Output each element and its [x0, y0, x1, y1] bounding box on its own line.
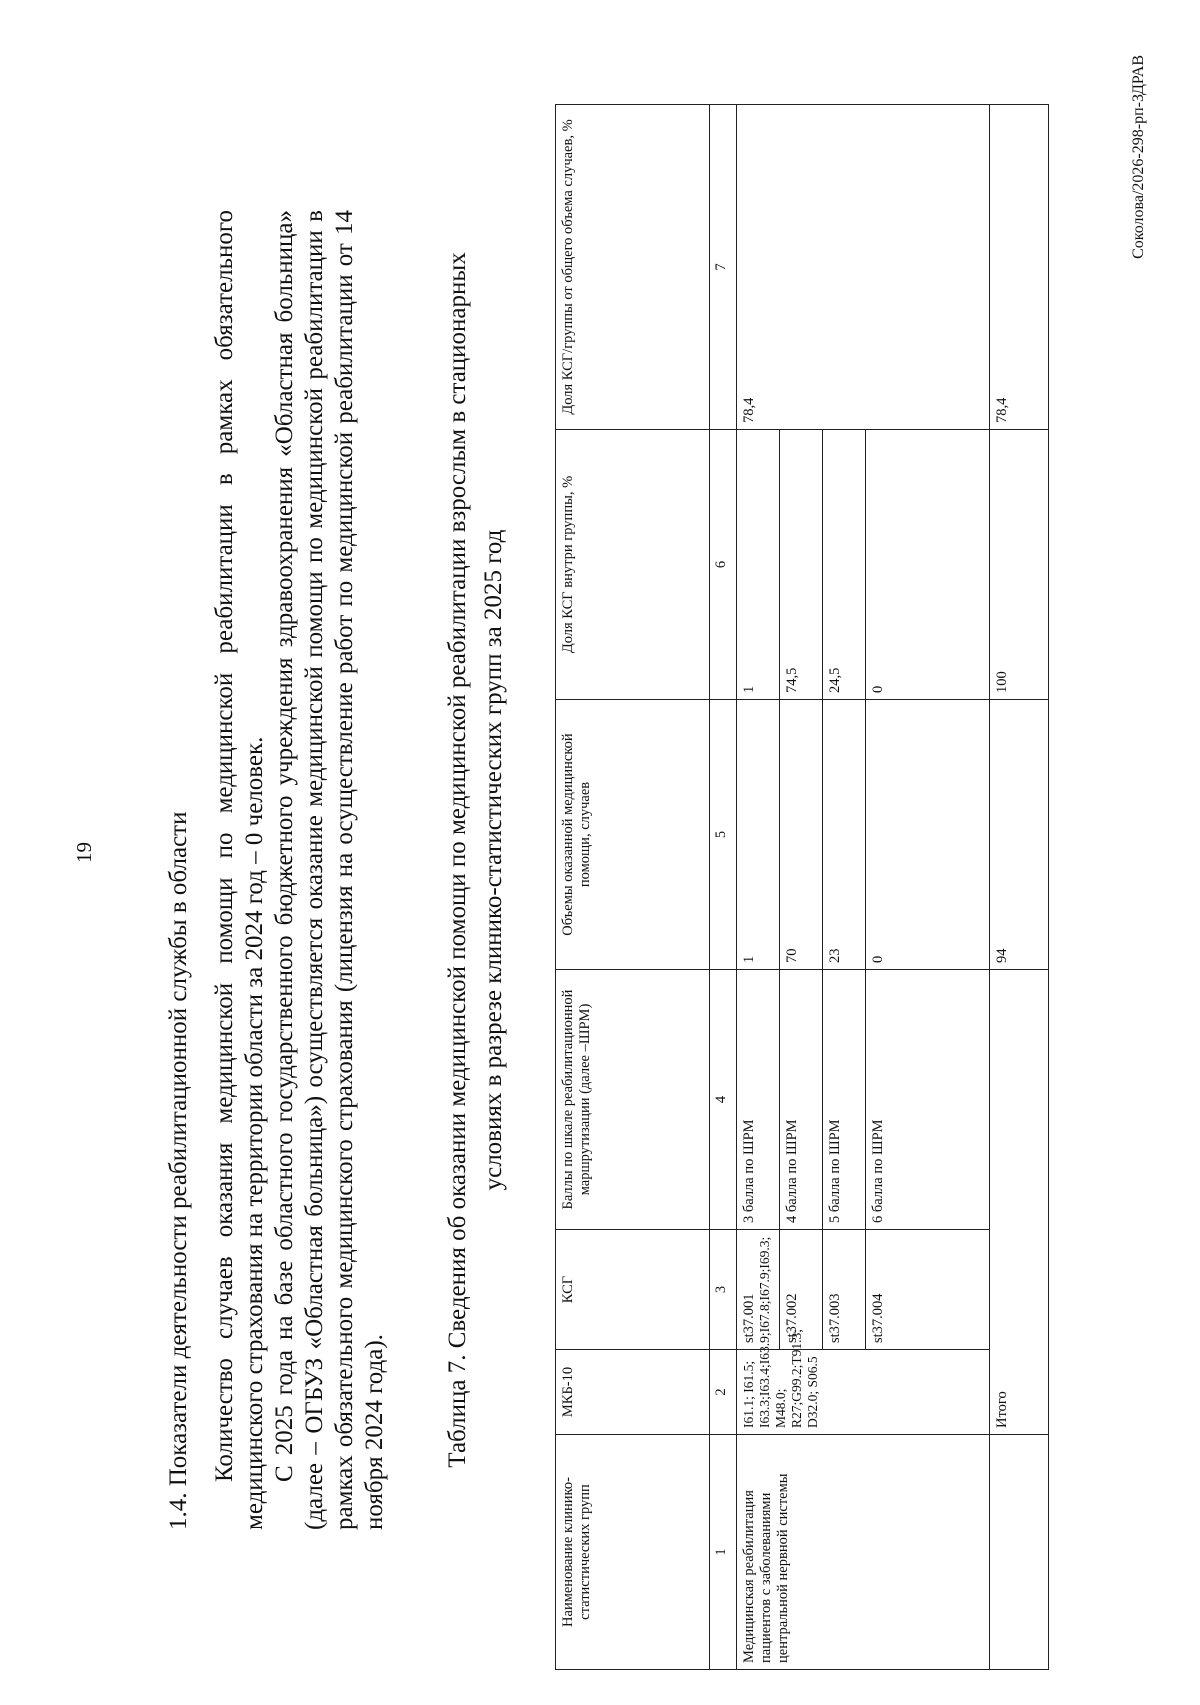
shrm-cell: 4 балла по ШРМ [780, 970, 823, 1230]
ksg-cell: st37.003 [823, 1230, 866, 1350]
page-number: 19 [72, 842, 96, 863]
column-header: МКБ-10 [556, 1350, 710, 1435]
table-caption: Таблица 7. Сведения об оказании медицинской помощи по медицинской реабилитации взрослым в стационарных условиях в разрезе клинико-статистических групп за 2025 год [444, 252, 507, 1468]
column-number-row [710, 105, 737, 1670]
volume-cell: 70 [780, 700, 823, 970]
column-number: 1 [710, 1435, 737, 1670]
share-in-group-cell: 0 [866, 430, 990, 700]
total-share-in-group: 100 [990, 430, 1049, 700]
column-number: 6 [710, 430, 737, 700]
column-header: Наименование клинико-статистических групп [556, 1435, 710, 1670]
share-in-group-cell: 24,5 [823, 430, 866, 700]
table-row [737, 105, 780, 1670]
volume-cell: 23 [823, 700, 866, 970]
ksg-cell: st37.002 [780, 1230, 823, 1350]
body-text [210, 210, 390, 1530]
column-header: Объемы оказанной медицинской помощи, случаев [556, 700, 710, 970]
ksg-cell: st37.004 [866, 1230, 990, 1350]
total-volume: 94 [990, 700, 1049, 970]
paragraph: Количество случаев оказания медицинской помощи по медицинской реабилитации в рамках обязательного медицинского страхования на территории области за 2024 год – 0 человек. [211, 210, 268, 1530]
group-share-cell: 78,4 [737, 105, 990, 430]
shrm-cell: 5 балла по ШРМ [823, 970, 866, 1230]
column-number: 3 [710, 1230, 737, 1350]
paragraph: С 2025 года на базе областного государственного бюджетного учреждения здравоохранения «Областная больница» (далее – ОГБУЗ «Областная больница») осуществляется оказание медицинской помощи по медицинской реабилитации в рамках обязательного медицинского страхования (лицензия на осуществление работ по медицинской реабилитации от 14 ноября 2024 года). [271, 210, 388, 1530]
shrm-cell: 6 балла по ШРМ [866, 970, 990, 1230]
shrm-cell: 3 балла по ШРМ [737, 970, 780, 1230]
section-heading: 1.4. Показатели деятельности реабилитационной службы в области [165, 811, 192, 1530]
document-footer-id: Соколова/2026-298-рп-ЗДРАВ [1130, 55, 1147, 259]
empty-cell [990, 1435, 1049, 1670]
column-number: 5 [710, 700, 737, 970]
share-in-group-cell: 1 [737, 430, 780, 700]
ksg-cell: st37.001 [737, 1230, 780, 1350]
column-header: КСГ [556, 1230, 710, 1350]
column-header: Баллы по шкале реабилитационной маршрутизации (далее –ШРМ) [556, 970, 710, 1230]
column-number: 7 [710, 105, 737, 430]
column-header: Доля КСГ внутри группы, % [556, 430, 710, 700]
column-header: Доля КСГ/группы от общего объема случаев, % [556, 105, 710, 430]
icd-codes-cell: I61.1; I61.5; I63.3;I63.4;I63.9;I67.8;I67.9;I69.3; M48.0; R27;G99.2;T91.3; D32.0; S06.5 [737, 1350, 990, 1435]
volume-cell: 0 [866, 700, 990, 970]
total-share: 78,4 [990, 105, 1049, 430]
table-header-row [556, 105, 710, 1670]
column-number: 2 [710, 1350, 737, 1435]
group-name-cell: Медицинская реабилитация пациентов с заболеваниями центральной нервной системы [737, 1435, 990, 1670]
share-in-group-cell: 74,5 [780, 430, 823, 700]
total-row [990, 105, 1049, 1670]
column-number: 4 [710, 970, 737, 1230]
ksg-table [555, 104, 1049, 1670]
volume-cell: 1 [737, 700, 780, 970]
total-label: Итого [990, 970, 1049, 1435]
